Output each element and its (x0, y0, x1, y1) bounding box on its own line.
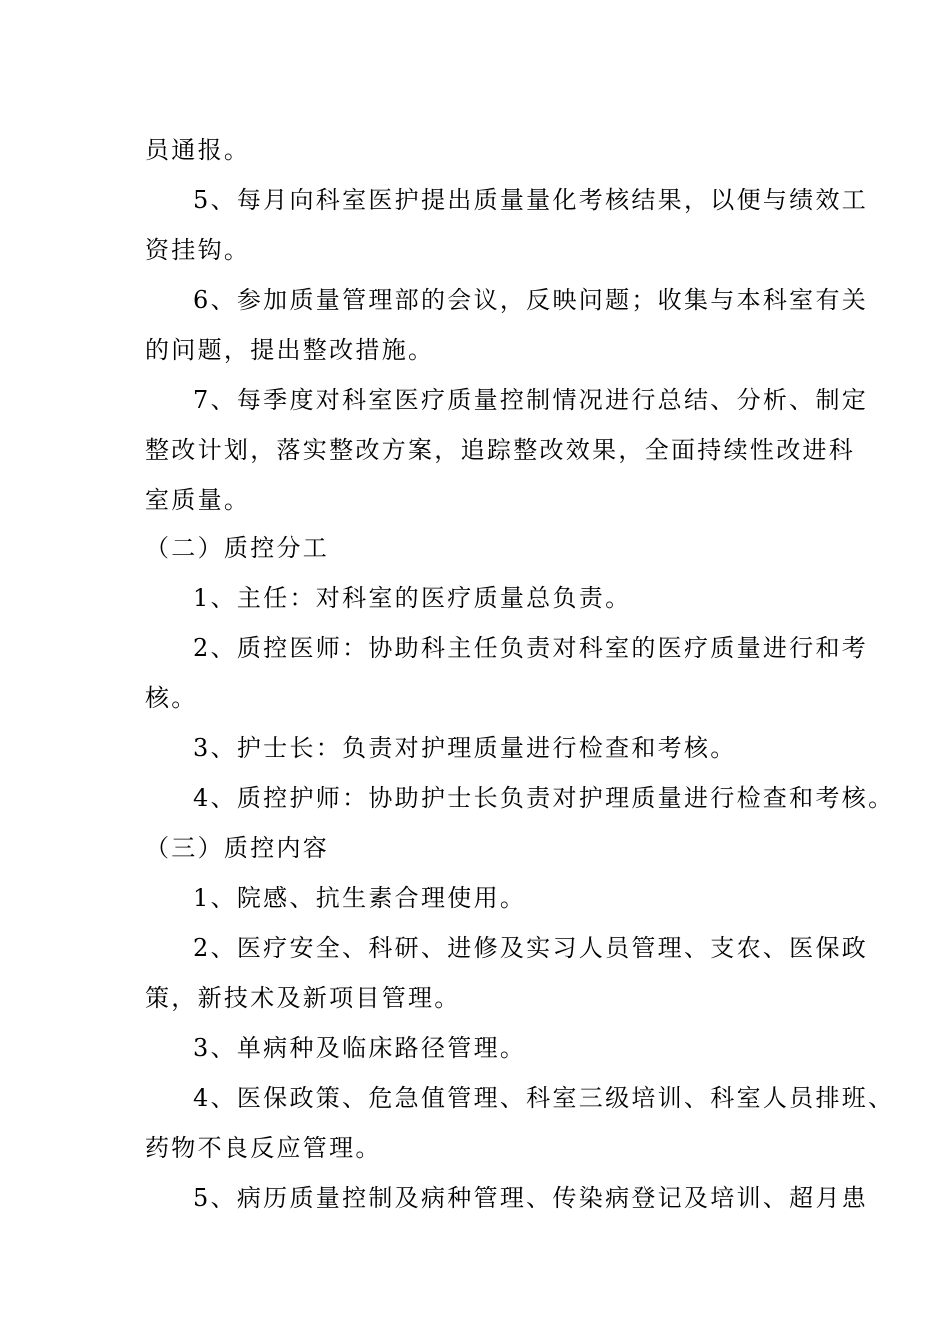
section-heading: （二）质控分工 (145, 534, 330, 562)
text-line: 7、每季度对科室医疗质量控制情况进行总结、分析、制定 (193, 386, 869, 414)
text-line: 员通报。 (145, 136, 251, 164)
text-line: 3、单病种及临床路径管理。 (193, 1034, 527, 1062)
text-line: 室质量。 (145, 486, 251, 514)
text-line: 资挂钩。 (145, 236, 251, 264)
text-line: 1、院感、抗生素合理使用。 (193, 884, 527, 912)
text-line: 核。 (145, 684, 198, 712)
text-line: 2、质控医师：协助科主任负责对科室的医疗质量进行和考 (193, 634, 869, 662)
text-line: 3、护士长：负责对护理质量进行检查和考核。 (193, 734, 737, 762)
text-line: 4、医保政策、危急值管理、科室三级培训、科室人员排班、 (193, 1084, 895, 1112)
text-line: 2、医疗安全、科研、进修及实习人员管理、支农、医保政 (193, 934, 869, 962)
text-line: 5、病历质量控制及病种管理、传染病登记及培训、超月患 (193, 1184, 869, 1212)
section-heading: （三）质控内容 (145, 834, 330, 862)
text-line: 策，新技术及新项目管理。 (145, 984, 461, 1012)
text-line: 整改计划，落实整改方案，追踪整改效果，全面持续性改进科 (145, 436, 856, 464)
text-line: 1、主任：对科室的医疗质量总负责。 (193, 584, 632, 612)
text-line: 的问题，提出整改措施。 (145, 336, 435, 364)
text-line: 药物不良反应管理。 (145, 1134, 382, 1162)
text-line: 5、每月向科室医护提出质量量化考核结果，以便与绩效工 (193, 186, 869, 214)
text-line: 4、质控护师：协助护士长负责对护理质量进行检查和考核。 (193, 784, 895, 812)
text-line: 6、参加质量管理部的会议，反映问题；收集与本科室有关 (193, 286, 869, 314)
